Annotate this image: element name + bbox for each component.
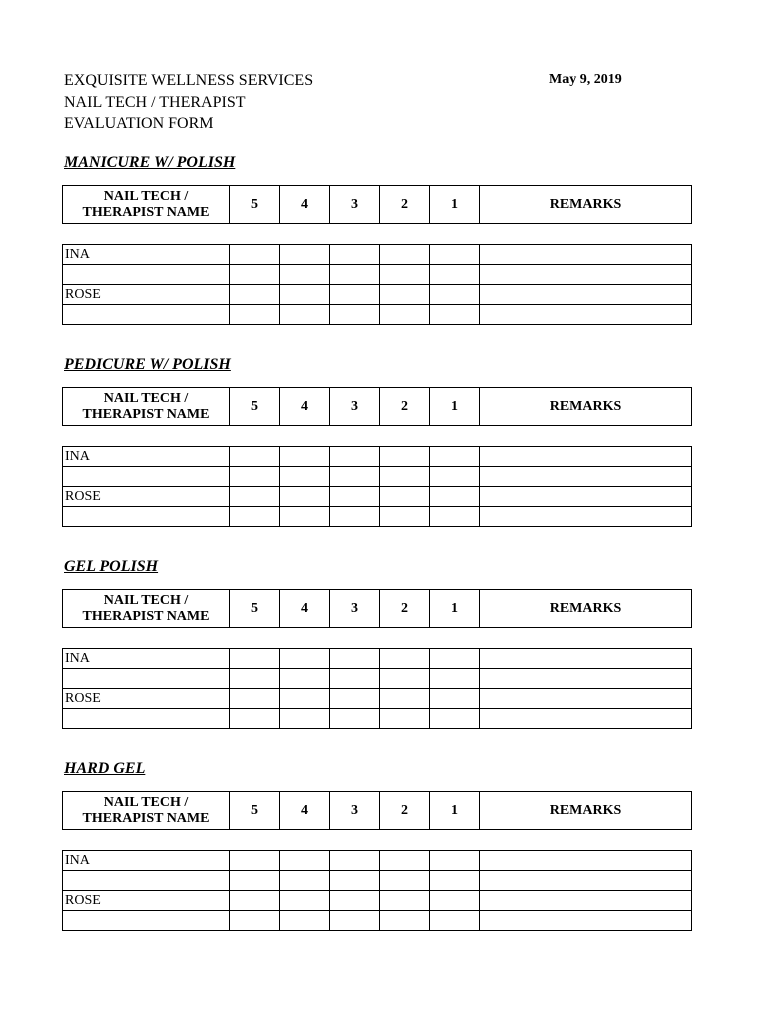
table-row <box>63 285 692 305</box>
therapist-name-cell[interactable]: ROSE <box>63 285 230 305</box>
remarks-cell[interactable] <box>480 265 692 285</box>
form-header <box>64 70 624 135</box>
score-cell-3[interactable] <box>330 507 380 527</box>
score-cell-4[interactable] <box>280 871 330 891</box>
score-cell-3[interactable] <box>330 245 380 265</box>
rating-body-table <box>62 850 692 931</box>
score-cell-5[interactable] <box>230 911 280 931</box>
section-title: MANICURE W/ POLISH <box>64 154 236 171</box>
score-cell-1[interactable] <box>430 871 480 891</box>
therapist-name-cell[interactable] <box>63 467 230 487</box>
table-row <box>63 467 692 487</box>
score-cell-1[interactable] <box>430 265 480 285</box>
score-cell-2[interactable] <box>380 467 430 487</box>
header-row <box>63 590 692 628</box>
score-cell-1[interactable] <box>430 467 480 487</box>
score-cell-3[interactable] <box>330 851 380 871</box>
score-header-4: 4 <box>280 590 330 628</box>
score-cell-3[interactable] <box>330 265 380 285</box>
score-cell-1[interactable] <box>430 285 480 305</box>
score-cell-5[interactable] <box>230 689 280 709</box>
therapist-name-cell[interactable]: ROSE <box>63 891 230 911</box>
name-column-header <box>63 186 230 224</box>
score-cell-5[interactable] <box>230 305 280 325</box>
score-header-2: 2 <box>380 186 430 224</box>
score-cell-3[interactable] <box>330 447 380 467</box>
section-title: GEL POLISH <box>64 558 159 575</box>
score-cell-2[interactable] <box>380 487 430 507</box>
therapist-name-cell[interactable] <box>63 911 230 931</box>
therapist-name-cell[interactable] <box>63 265 230 285</box>
score-cell-3[interactable] <box>330 305 380 325</box>
form-title: EVALUATION FORM <box>64 115 214 132</box>
remarks-cell[interactable] <box>480 285 692 305</box>
company-name: EXQUISITE WELLNESS SERVICES <box>64 72 314 89</box>
therapist-name-cell[interactable] <box>63 305 230 325</box>
therapist-name-cell[interactable] <box>63 709 230 729</box>
score-cell-3[interactable] <box>330 911 380 931</box>
remarks-cell[interactable] <box>480 447 692 467</box>
score-cell-4[interactable] <box>280 649 330 669</box>
section-title: HARD GEL <box>64 760 146 777</box>
therapist-name-cell[interactable]: ROSE <box>63 487 230 507</box>
score-cell-1[interactable] <box>430 487 480 507</box>
form-subtitle: NAIL TECH / THERAPIST <box>64 93 246 111</box>
remarks-header: REMARKS <box>480 186 692 224</box>
rating-header-table <box>62 589 692 628</box>
score-cell-2[interactable] <box>380 447 430 467</box>
therapist-name-cell[interactable] <box>63 669 230 689</box>
score-cell-2[interactable] <box>380 285 430 305</box>
score-cell-4[interactable] <box>280 245 330 265</box>
score-cell-2[interactable] <box>380 245 430 265</box>
score-cell-1[interactable] <box>430 649 480 669</box>
score-cell-4[interactable] <box>280 709 330 729</box>
score-cell-5[interactable] <box>230 649 280 669</box>
score-cell-4[interactable] <box>280 305 330 325</box>
score-cell-3[interactable] <box>330 891 380 911</box>
score-cell-2[interactable] <box>380 689 430 709</box>
score-cell-1[interactable] <box>430 305 480 325</box>
therapist-name-cell[interactable] <box>63 507 230 527</box>
score-header-2: 2 <box>380 388 430 426</box>
rating-header-table <box>62 387 692 426</box>
score-header-1: 1 <box>430 590 480 628</box>
score-cell-4[interactable] <box>280 285 330 305</box>
remarks-cell[interactable] <box>480 911 692 931</box>
score-cell-3[interactable] <box>330 285 380 305</box>
score-header-4: 4 <box>280 792 330 830</box>
table-row <box>63 649 692 669</box>
score-cell-5[interactable] <box>230 467 280 487</box>
score-cell-2[interactable] <box>380 649 430 669</box>
score-header-3: 3 <box>330 388 380 426</box>
score-cell-2[interactable] <box>380 669 430 689</box>
remarks-cell[interactable] <box>480 649 692 669</box>
score-cell-4[interactable] <box>280 891 330 911</box>
score-cell-1[interactable] <box>430 669 480 689</box>
name-header-line1: NAIL TECH / <box>103 188 189 204</box>
score-header-2: 2 <box>380 792 430 830</box>
name-header-line1: NAIL TECH / <box>103 794 189 810</box>
remarks-cell[interactable] <box>480 487 692 507</box>
table-row <box>63 447 692 467</box>
name-column-header <box>63 388 230 426</box>
score-cell-4[interactable] <box>280 447 330 467</box>
name-header-line2: THERAPIST NAME <box>82 608 210 624</box>
score-cell-2[interactable] <box>380 305 430 325</box>
score-cell-2[interactable] <box>380 265 430 285</box>
score-cell-3[interactable] <box>330 649 380 669</box>
score-cell-1[interactable] <box>430 709 480 729</box>
score-cell-5[interactable] <box>230 851 280 871</box>
score-cell-1[interactable] <box>430 447 480 467</box>
score-cell-1[interactable] <box>430 689 480 709</box>
score-header-5: 5 <box>230 792 280 830</box>
score-cell-3[interactable] <box>330 669 380 689</box>
table-row <box>63 891 692 911</box>
remarks-header: REMARKS <box>480 792 692 830</box>
score-cell-5[interactable] <box>230 447 280 467</box>
score-cell-5[interactable] <box>230 265 280 285</box>
section-title: PEDICURE W/ POLISH <box>64 356 231 373</box>
table-row <box>63 507 692 527</box>
score-header-5: 5 <box>230 590 280 628</box>
header-row <box>63 186 692 224</box>
score-cell-3[interactable] <box>330 487 380 507</box>
remarks-cell[interactable] <box>480 871 692 891</box>
therapist-name-cell[interactable] <box>63 871 230 891</box>
score-cell-3[interactable] <box>330 689 380 709</box>
score-cell-2[interactable] <box>380 911 430 931</box>
score-cell-5[interactable] <box>230 871 280 891</box>
therapist-name-cell[interactable]: ROSE <box>63 689 230 709</box>
remarks-cell[interactable] <box>480 709 692 729</box>
score-cell-1[interactable] <box>430 911 480 931</box>
score-cell-3[interactable] <box>330 871 380 891</box>
table-row <box>63 305 692 325</box>
name-header-line2: THERAPIST NAME <box>82 810 210 826</box>
table-row <box>63 871 692 891</box>
score-cell-1[interactable] <box>430 507 480 527</box>
table-row <box>63 245 692 265</box>
score-header-5: 5 <box>230 388 280 426</box>
rating-body-table <box>62 648 692 729</box>
remarks-cell[interactable] <box>480 305 692 325</box>
score-cell-4[interactable] <box>280 487 330 507</box>
score-cell-2[interactable] <box>380 709 430 729</box>
score-cell-3[interactable] <box>330 709 380 729</box>
table-row <box>63 689 692 709</box>
score-cell-5[interactable] <box>230 669 280 689</box>
score-header-2: 2 <box>380 590 430 628</box>
score-header-3: 3 <box>330 186 380 224</box>
score-header-4: 4 <box>280 388 330 426</box>
score-cell-4[interactable] <box>280 467 330 487</box>
score-cell-2[interactable] <box>380 851 430 871</box>
name-header-line2: THERAPIST NAME <box>82 204 210 220</box>
score-cell-2[interactable] <box>380 871 430 891</box>
score-cell-5[interactable] <box>230 245 280 265</box>
name-header-line1: NAIL TECH / <box>103 390 189 406</box>
therapist-name-cell[interactable]: INA <box>63 851 230 871</box>
remarks-cell[interactable] <box>480 467 692 487</box>
remarks-cell[interactable] <box>480 851 692 871</box>
header-row <box>63 792 692 830</box>
rating-body-table <box>62 446 692 527</box>
remarks-cell[interactable] <box>480 507 692 527</box>
score-cell-4[interactable] <box>280 911 330 931</box>
form-date: May 9, 2019 <box>549 72 622 87</box>
score-cell-5[interactable] <box>230 709 280 729</box>
score-cell-5[interactable] <box>230 487 280 507</box>
remarks-cell[interactable] <box>480 669 692 689</box>
remarks-header: REMARKS <box>480 590 692 628</box>
score-cell-4[interactable] <box>280 507 330 527</box>
score-cell-4[interactable] <box>280 669 330 689</box>
score-cell-3[interactable] <box>330 467 380 487</box>
score-cell-5[interactable] <box>230 507 280 527</box>
score-cell-1[interactable] <box>430 891 480 911</box>
score-cell-4[interactable] <box>280 851 330 871</box>
score-cell-5[interactable] <box>230 891 280 911</box>
therapist-name-cell[interactable]: INA <box>63 649 230 669</box>
score-header-3: 3 <box>330 792 380 830</box>
score-cell-2[interactable] <box>380 891 430 911</box>
score-cell-4[interactable] <box>280 265 330 285</box>
score-header-1: 1 <box>430 792 480 830</box>
rating-header-table <box>62 185 692 224</box>
score-cell-1[interactable] <box>430 245 480 265</box>
therapist-name-cell[interactable]: INA <box>63 245 230 265</box>
score-cell-5[interactable] <box>230 285 280 305</box>
remarks-header: REMARKS <box>480 388 692 426</box>
name-column-header <box>63 590 230 628</box>
score-cell-2[interactable] <box>380 507 430 527</box>
table-row <box>63 911 692 931</box>
remarks-cell[interactable] <box>480 891 692 911</box>
score-header-1: 1 <box>430 186 480 224</box>
therapist-name-cell[interactable]: INA <box>63 447 230 467</box>
table-row <box>63 487 692 507</box>
score-header-5: 5 <box>230 186 280 224</box>
name-column-header <box>63 792 230 830</box>
score-header-3: 3 <box>330 590 380 628</box>
name-header-line2: THERAPIST NAME <box>82 406 210 422</box>
score-cell-1[interactable] <box>430 851 480 871</box>
header-row <box>63 388 692 426</box>
table-row <box>63 669 692 689</box>
table-row <box>63 709 692 729</box>
score-cell-4[interactable] <box>280 689 330 709</box>
rating-body-table <box>62 244 692 325</box>
remarks-cell[interactable] <box>480 245 692 265</box>
remarks-cell[interactable] <box>480 689 692 709</box>
name-header-line1: NAIL TECH / <box>103 592 189 608</box>
rating-header-table <box>62 791 692 830</box>
score-header-1: 1 <box>430 388 480 426</box>
table-row <box>63 265 692 285</box>
score-header-4: 4 <box>280 186 330 224</box>
table-row <box>63 851 692 871</box>
